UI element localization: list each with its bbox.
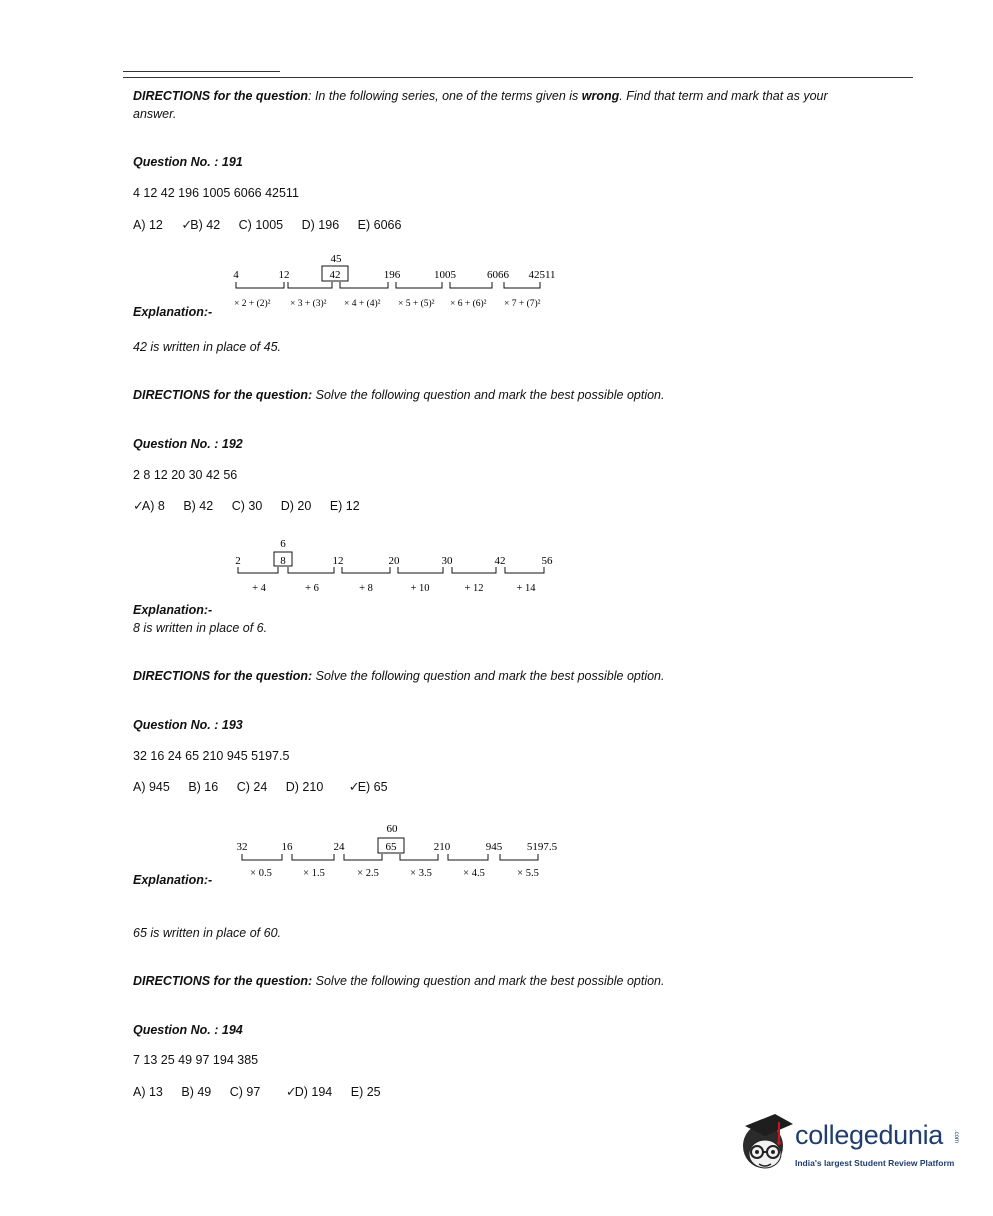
option-b[interactable]: B) 49	[181, 1085, 212, 1099]
series-term: 42	[329, 269, 341, 281]
bracket	[288, 282, 332, 288]
options-191	[133, 217, 416, 233]
header-rule-long	[123, 77, 913, 78]
operation: × 0.5	[250, 868, 272, 879]
option-a[interactable]: ✓A) 8	[133, 498, 165, 513]
option-d[interactable]: D) 20	[280, 499, 312, 513]
series-term: 12	[332, 555, 344, 567]
series-term: 32	[236, 841, 248, 853]
option-c[interactable]: C) 1005	[238, 218, 284, 232]
series-term: 210	[433, 841, 451, 853]
logo-wordmark: collegedunia	[795, 1120, 944, 1150]
series-term: 16	[281, 841, 293, 853]
operation: + 8	[359, 583, 373, 594]
explanation-label-191: Explanation:-	[133, 305, 213, 319]
directions-191: DIRECTIONS for the question: In the following series, one of the terms given is wrong. Find that term and mark that as your	[133, 89, 828, 103]
bracket	[452, 567, 496, 573]
bracket	[448, 854, 488, 860]
bracket	[400, 854, 438, 860]
series-193: 32 16 24 65 210 945 5197.5	[133, 749, 290, 763]
diagram-191-svg	[230, 250, 570, 320]
directions-192: DIRECTIONS for the question: Solve the following question and mark the best possible option.	[133, 388, 665, 402]
bracket	[505, 567, 544, 573]
question-label-193: Question No. : 193	[133, 718, 243, 732]
operation: × 3.5	[410, 868, 432, 879]
series-192: 2 8 12 20 30 42 56	[133, 468, 238, 482]
logo-suffix: .com	[953, 1130, 959, 1144]
bracket	[342, 567, 390, 573]
option-c[interactable]: C) 97	[229, 1085, 261, 1099]
operation: × 2 + (2)²	[234, 299, 271, 309]
check-icon: ✓	[133, 498, 144, 513]
options-193	[133, 779, 403, 795]
series-term: 42	[494, 555, 506, 567]
question-label-194: Question No. : 194	[133, 1023, 243, 1037]
series-term: 2	[235, 555, 241, 567]
option-e[interactable]: E) 6066	[357, 218, 402, 232]
operation: + 14	[516, 583, 536, 594]
operation: + 6	[305, 583, 319, 594]
series-term: 6066	[487, 269, 509, 281]
check-icon: ✓	[181, 217, 193, 232]
operation: × 6 + (6)²	[450, 299, 487, 309]
check-icon: ✓	[285, 1084, 297, 1099]
operation: + 10	[410, 583, 430, 594]
option-a[interactable]: A) 12	[133, 218, 163, 232]
option-d[interactable]: ✓D) 194	[285, 1084, 333, 1099]
diagram-191	[230, 250, 570, 320]
option-b[interactable]: ✓B) 42	[181, 217, 221, 232]
option-a[interactable]: A) 13	[133, 1085, 163, 1099]
option-c[interactable]: C) 24	[236, 780, 268, 794]
bracket	[500, 854, 538, 860]
series-194: 7 13 25 49 97 194 385	[133, 1053, 259, 1067]
note-192: 8 is written in place of 6.	[133, 621, 268, 635]
diagram-193	[232, 820, 572, 886]
series-term: 65	[385, 841, 397, 853]
operation: × 4.5	[463, 868, 485, 879]
series-term: 196	[383, 269, 401, 281]
option-e[interactable]: ✓E) 65	[348, 779, 388, 794]
series-term: 30	[441, 555, 453, 567]
diagram-192	[228, 536, 568, 598]
option-c[interactable]: C) 30	[231, 499, 263, 513]
correct-value: 60	[386, 823, 398, 835]
bracket	[242, 854, 282, 860]
diagram-193-svg	[232, 820, 572, 886]
diagram-192-svg	[228, 536, 568, 598]
correct-value: 45	[330, 253, 342, 265]
option-a[interactable]: A) 945	[133, 780, 170, 794]
correct-value: 6	[280, 538, 286, 550]
bracket	[292, 854, 334, 860]
series-term: 12	[278, 269, 290, 281]
options-192	[133, 498, 375, 514]
operation: × 5 + (5)²	[398, 299, 435, 309]
bracket	[504, 282, 540, 288]
header-rule-short	[123, 71, 280, 72]
series-term: 8	[280, 555, 286, 567]
operation: × 1.5	[303, 868, 325, 879]
options-194	[133, 1084, 396, 1100]
series-191: 4 12 42 196 1005 6066 42511	[133, 186, 299, 200]
operation: + 12	[464, 583, 484, 594]
check-icon: ✓	[348, 779, 360, 794]
question-label-192: Question No. : 192	[133, 437, 243, 451]
bracket	[396, 282, 442, 288]
series-term: 56	[541, 555, 553, 567]
bracket	[288, 567, 334, 573]
directions-194: DIRECTIONS for the question: Solve the following question and mark the best possible option.	[133, 974, 665, 988]
option-e[interactable]: E) 25	[350, 1085, 381, 1099]
operation: + 4	[252, 583, 266, 594]
note-193: 65 is written in place of 60.	[133, 926, 281, 940]
bracket	[340, 282, 388, 288]
option-b[interactable]: B) 16	[188, 780, 219, 794]
note-191: 42 is written in place of 45.	[133, 340, 281, 354]
option-b[interactable]: B) 42	[183, 499, 214, 513]
bracket	[398, 567, 443, 573]
bracket	[344, 854, 382, 860]
series-term: 24	[333, 841, 345, 853]
series-term: 945	[485, 841, 503, 853]
series-term: 1005	[434, 269, 456, 281]
explanation-label-193: Explanation:-	[133, 873, 213, 887]
bracket	[236, 282, 284, 288]
operation: × 7 + (7)²	[504, 299, 541, 309]
mascot-icon	[735, 1108, 795, 1180]
bracket	[238, 567, 278, 573]
directions-191-line2: answer.	[133, 107, 177, 121]
question-label-191: Question No. : 191	[133, 155, 243, 169]
logo-tagline: India's largest Student Review Platform	[795, 1158, 955, 1168]
operation: × 4 + (4)²	[344, 299, 381, 309]
series-term: 20	[388, 555, 400, 567]
operation: × 2.5	[357, 868, 379, 879]
directions-193: DIRECTIONS for the question: Solve the following question and mark the best possible option.	[133, 669, 665, 683]
series-term: 5197.5	[526, 841, 558, 853]
operation: × 3 + (3)²	[290, 299, 327, 309]
explanation-label-192: Explanation:-	[133, 603, 213, 617]
bracket	[450, 282, 492, 288]
collegedunia-logo	[735, 1108, 965, 1180]
option-e[interactable]: E) 12	[329, 499, 360, 513]
option-d[interactable]: D) 210	[285, 780, 324, 794]
operation: × 5.5	[517, 868, 539, 879]
series-term: 4	[233, 269, 239, 281]
series-term: 42511	[528, 269, 556, 281]
option-d[interactable]: D) 196	[301, 218, 340, 232]
